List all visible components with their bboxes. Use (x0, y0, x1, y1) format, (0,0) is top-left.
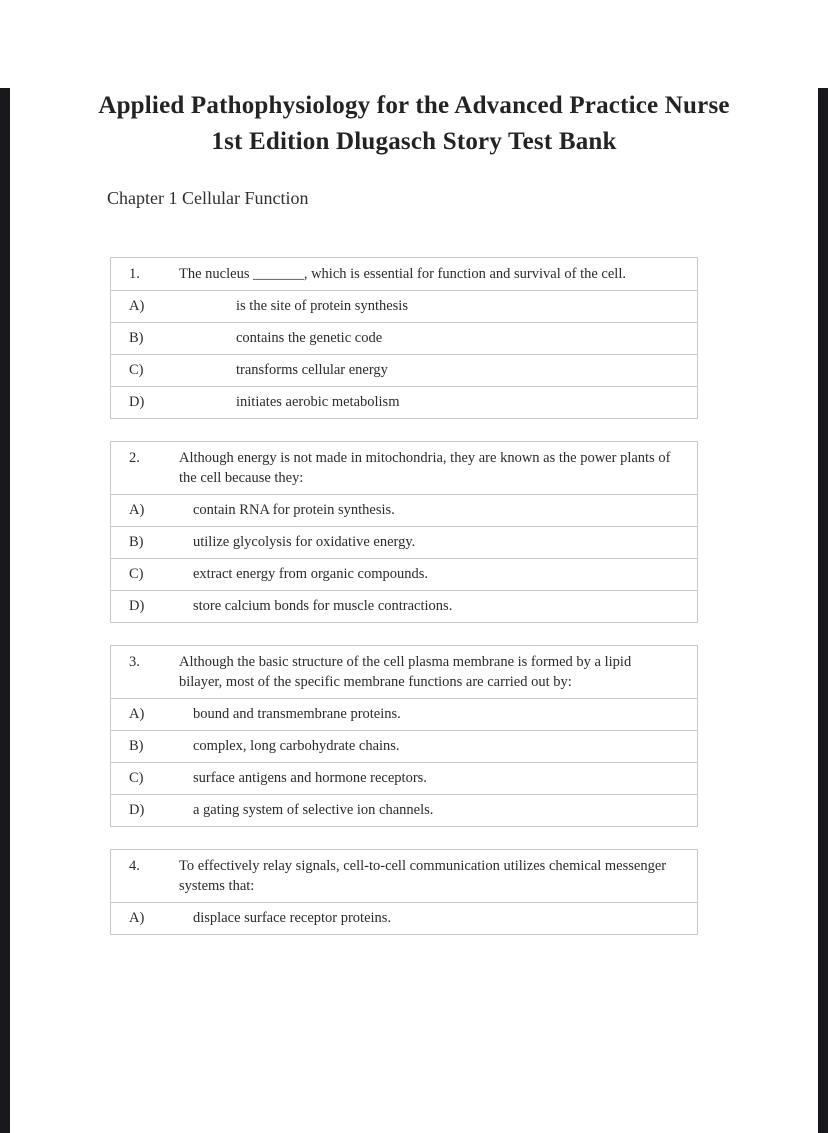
question-row (111, 646, 697, 699)
option-letter: D) (129, 598, 145, 614)
option-text: a gating system of selective ion channels. (193, 802, 434, 818)
option-row (111, 527, 697, 559)
question-number: 3. (129, 654, 140, 670)
question-table-2 (110, 441, 698, 623)
option-row (111, 387, 697, 418)
option-letter: B) (129, 534, 144, 550)
question-row (111, 442, 697, 495)
left-edge-bar (0, 88, 10, 1133)
question-table-4 (110, 849, 698, 935)
right-edge-bar (818, 88, 828, 1133)
option-text: is the site of protein synthesis (236, 298, 408, 314)
question-table-1 (110, 257, 698, 419)
question-text: Although the basic structure of the cell plasma membrane is formed by a lipid bilayer, most of the specific membrane functions are carried out by: (179, 654, 632, 690)
option-text: contain RNA for protein synthesis. (193, 502, 395, 518)
option-text: utilize glycolysis for oxidative energy. (193, 534, 416, 550)
option-letter: C) (129, 770, 144, 786)
option-text: contains the genetic code (236, 330, 383, 346)
title-line-1: Applied Pathophysiology for the Advanced Practice Nurse (98, 92, 730, 119)
option-letter: D) (129, 802, 145, 818)
option-letter: A) (129, 502, 145, 518)
question-row (111, 258, 697, 291)
option-text: displace surface receptor proteins. (193, 910, 392, 926)
option-text: extract energy from organic compounds. (193, 566, 429, 582)
option-text: bound and transmembrane proteins. (193, 706, 401, 722)
question-number: 1. (129, 266, 140, 282)
option-row (111, 731, 697, 763)
option-row (111, 591, 697, 622)
option-row (111, 903, 697, 934)
option-row (111, 355, 697, 387)
question-number: 2. (129, 450, 140, 466)
title-line-2: 1st Edition Dlugasch Story Test Bank (211, 128, 617, 155)
option-row (111, 699, 697, 731)
option-text: surface antigens and hormone receptors. (193, 770, 427, 786)
question-text: Although energy is not made in mitochondria, they are known as the power plants of the cell because they: (179, 450, 671, 486)
option-text: store calcium bonds for muscle contractions. (193, 598, 453, 614)
option-letter: D) (129, 394, 145, 410)
question-table-3 (110, 645, 698, 827)
option-row (111, 559, 697, 591)
question-number: 4. (129, 858, 140, 874)
option-text: complex, long carbohydrate chains. (193, 738, 400, 754)
option-letter: B) (129, 330, 144, 346)
option-letter: A) (129, 910, 145, 926)
questions-section (110, 257, 698, 935)
question-row (111, 850, 697, 903)
question-text: To effectively relay signals, cell-to-cell communication utilizes chemical messenger systems that: (179, 858, 667, 894)
option-row (111, 763, 697, 795)
option-row (111, 795, 697, 826)
option-letter: C) (129, 566, 144, 582)
document-title (0, 88, 828, 160)
option-letter: A) (129, 298, 145, 314)
option-letter: C) (129, 362, 144, 378)
option-text: transforms cellular energy (236, 362, 388, 378)
option-row (111, 495, 697, 527)
chapter-heading: Chapter 1 Cellular Function (107, 188, 309, 208)
option-row (111, 291, 697, 323)
option-letter: B) (129, 738, 144, 754)
option-text: initiates aerobic metabolism (236, 394, 400, 410)
question-text: The nucleus _______, which is essential for function and survival of the cell. (179, 266, 626, 282)
option-letter: A) (129, 706, 145, 722)
option-row (111, 323, 697, 355)
